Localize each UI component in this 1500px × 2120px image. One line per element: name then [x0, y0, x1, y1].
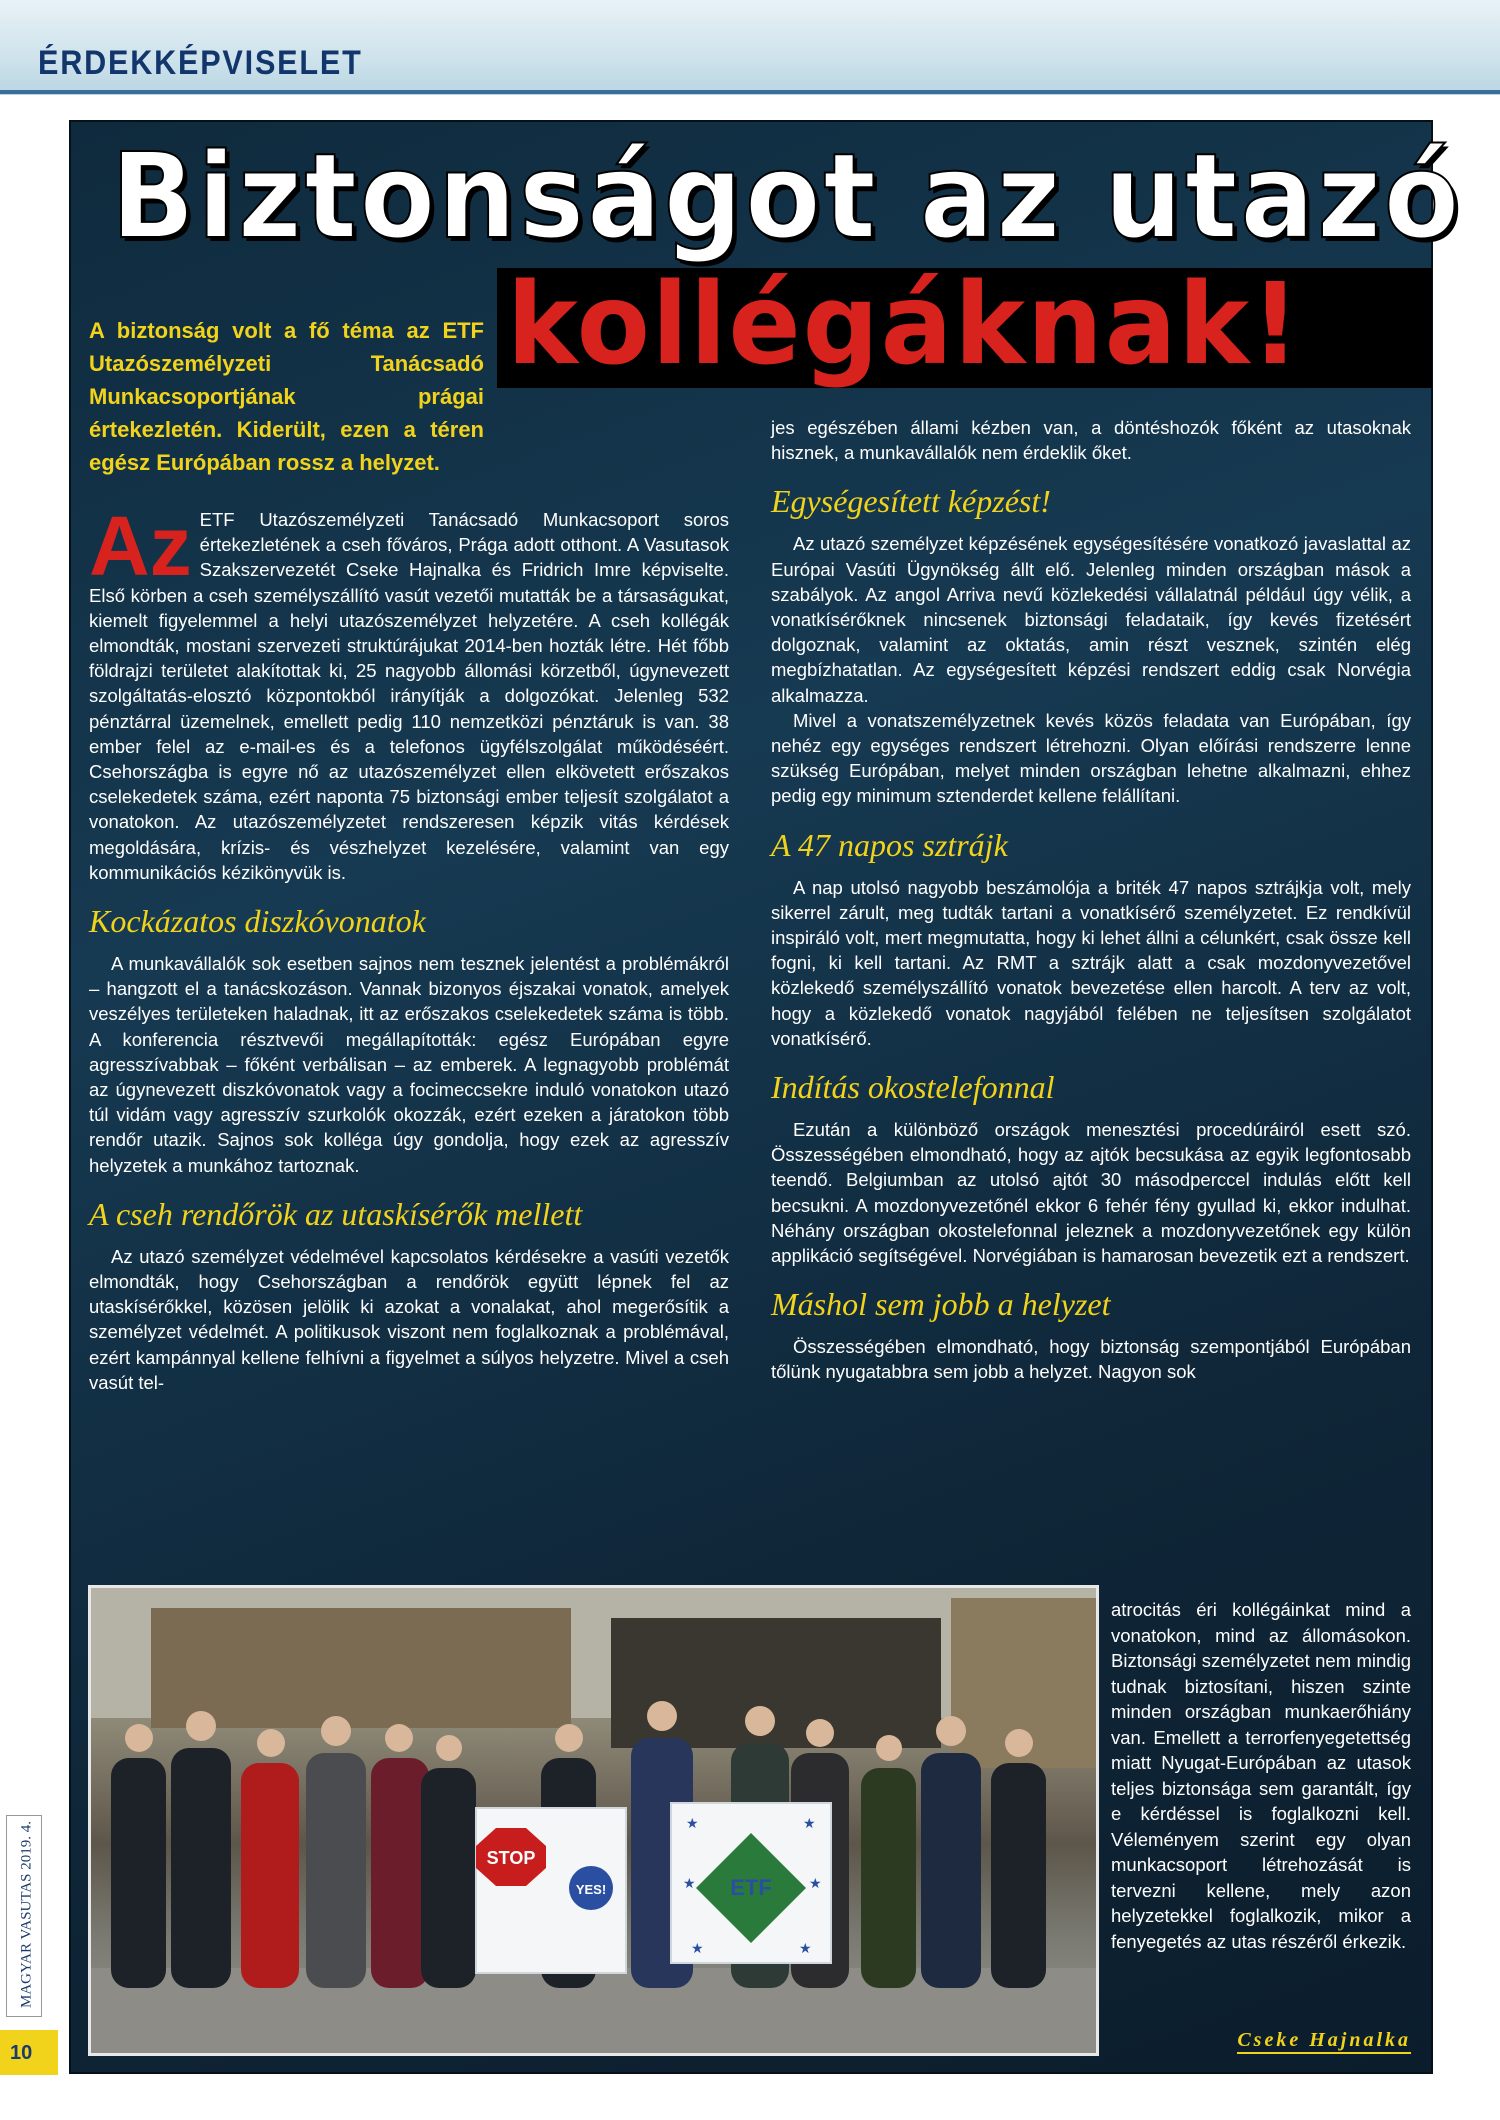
- group-photo-illustration: [91, 1588, 1096, 2053]
- paragraph: Az utazó személyzet képzésének egységesítésére vonatkozó javaslattal az Európai Vasúti Ügynökség állt elő. Jelenleg minden országban mások a szabályok. Az angol Arriva nevű közlekedési vállalatnál például úgy vélik, a vonatkísérőknek nincsenek biztonsági feladataik, így kevés fizetésért dolgoznak, valamint az oktatás, amin részt vesznek, szintén elég megbízhatatlan. Az egységesített képzési rendszert eddig csak Norvégia alkalmazza.: [771, 533, 1411, 706]
- svg-text:★: ★: [686, 1816, 699, 1832]
- subhead-mashol: Máshol sem jobb a helyzet: [771, 1286, 1111, 1323]
- svg-text:★: ★: [691, 1941, 704, 1957]
- left-column: [89, 499, 729, 1395]
- author-byline: Cseke Hajnalka: [1237, 2029, 1411, 2054]
- headline-line-2: kollégáknak!: [507, 260, 1302, 390]
- svg-text:★: ★: [809, 1876, 822, 1892]
- subhead-okostelefon: Indítás okostelefonnal: [771, 1069, 1055, 1106]
- yes-banner-text: YES!: [575, 1882, 607, 1897]
- wrapped-column: atrocitás éri kollégáinkat mind a vonatokon, mind az állomásokon. Biztonsági személyzetet nem mindig tudnak biztosítani, hiszen szinte minden országban munkaerőhiány van. Emellett a terrorfenyegetettség miatt Nyugat-Európában az utasok teljes biztonsága sem garantált, így e kérdéssel is foglalkozni kell. Véleményem szerint egy olyan munkacsoport létrehozását is tervezni kellene, mely azon helyzetekkel foglalkozik, mikor a fenyegetés az utas részéről érkezik.: [1111, 1599, 1411, 1952]
- lead-paragraph: A biztonság volt a fő téma az ETF Utazószemélyzeti Tanácsadó Munkacsoportjának prágai értekezletén. Kiderült, ezen a téren egész Európában rossz a helyzet.: [89, 318, 484, 475]
- paragraph: Összességében elmondható, hogy biztonság szempontjából Európában tőlünk nyugatabbra sem jobb a helyzet. Nagyon sok: [771, 1336, 1411, 1383]
- magazine-side-tag: [6, 1815, 42, 2017]
- etf-flag: [671, 1803, 831, 1963]
- paragraph: A munkavállalók sok esetben sajnos nem tesznek jelentést a problémákról – hangzott el a tanácskozáson. Vannak bizonyos éjszakai vonatok, amelyek veszélyes területeken haladnak, itt az erőszakos cselekedetek száma is több. A konferencia résztvevői megállapították: egész Európában egyre agresszívabbak – főként verbálisan – az emberek. A legnagyobb problémát az úgynevezett diszkóvonatok vagy a focimeccsekre induló vonatokon utazó túl vidám vagy agresszív szurkolók okozzák, ezért ezeken a járatokon több rendőr utazik. Sajnos sok kollégа úgy gondolja, hogy ezek az agresszív helyzetek a munkához tartoznak.: [89, 953, 729, 1176]
- stop-banner-text: STOP: [486, 1848, 536, 1868]
- paragraph: Az utazó személyzet védelmével kapcsolatos kérdésekre a vasúti vezetők elmondták, hogy Csehországban a rendőrök együtt lépnek fel az utaskísérőkkel, közösen jelölik ki azokat a vonalakat, ahol megerősítik a személyzet védelmét. A politikusok viszont nem foglalkoznak a problémával, ezért kampánnyal kellene felhívni a figyelmet a súlyos helyzetre. Mivel a cseh vasút tel-: [89, 1245, 729, 1393]
- subhead-kockazatos: Kockázatos diszkóvonatok: [89, 903, 426, 940]
- intro-text: ETF Utazószemélyzeti Tanácsadó Munkacsoport soros értekezletének a cseh főváros, Prága adott otthont. A Vasutasok Szakszervezetét Cseke Hajnalka és Fridrich Imre képviselte. Első körben a cseh személyszállító vasút vezetői mutatták be a társaságukat, kiemelt figyelemmel a helyi utazószemélyzet helyzetére. A cseh kollégák elmondták, mostani szervezeti struktúrájukat 2014-ben hozták létre. Hét főbb földrajzi területet alakítottak ki, 25 nagyobb állomási körzetből, úgynevezett szolgáltatás-elosztó központokból irányítják a dolgozókat. Jelenleg 532 pénztárral üzemelnek, emellett pedig 110 nemzetközi pénztáruk is van. 38 ember felel az e-mail-es és a telefonos ügyfélszolgálat működéséért. Csehországba is egyre nő az utazószemélyzet ellen elkövetett erőszakos cselekedetek száma, ezért naponta 75 biztonsági ember teljesít szolgálatot a vonatokon. Az utazószemélyzetet rendszeresen képzik vitás kérdések megoldására, krízis- és vészhelyzet kezelésére, valamint van egy kommunikációs kézikönyvük is.: [89, 509, 729, 883]
- section-label: ÉRDEKKÉPVISELET: [38, 44, 363, 82]
- magazine-issue-label: MAGYAR VASUTAS 2019. 4.: [18, 1820, 35, 2009]
- paragraph: A nap utolsó nagyobb beszámolója a briték 47 napos sztrájkja volt, mely sikerrel zárult, meg tudták tartani a vonatkísérő személyzetet. Ez rendkívül inspiráló volt, mert megmutatta, hogy ki lehet állni a célunkért, csak össze kell fogni, ki kell tartani. Az RMT a sztrájk alatt a csak mozdonyvezetővel közlekedő személyszállító vonatok bevezetése ellen harcolt. A terv az volt, hogy a közlekedő vonatok nagyjából felében ne teljesítsen szolgálatot vonatkísérő.: [771, 876, 1411, 1049]
- etf-flag-text: ETF: [730, 1875, 772, 1900]
- paragraph: jes egészében állami kézben van, a döntéshozók főként az utasoknak hisznek, a munkavállalók nem érdeklik őket.: [771, 417, 1411, 464]
- stop-banner: [476, 1808, 626, 1973]
- article-panel: [69, 120, 1462, 2074]
- paragraph: Ezután a különböző országok menesztési procedúráiról esett szó. Összességében elmondható, hogy az ajtók becsukása az egyik legfontosabb teendő. Belgiumban az utolsó ajtót 30 másodperccel indulás előtt kell becsukni. A mozdonyvezetőnél ekkor 6 fehér fény gyullad ki, ekkor indulhat. Néhány országban okostelefonnal jeleznek a mozdonyvezetőnek egy külön applikáció segítségével. Norvégiában is hamarosan bevezetik ezt a rendszert.: [771, 1119, 1411, 1267]
- subhead-egysegesitett: Egységesített képzést!: [771, 483, 1051, 520]
- group-photo: [88, 1585, 1099, 2056]
- header-rule: [0, 90, 1500, 94]
- svg-text:★: ★: [683, 1876, 696, 1892]
- paragraph: Mivel a vonatszemélyzetnek kevés közös feladata van Európában, így nehéz egy egységes rendszert létrehozni. Olyan előírási rendszerre lenne szükség Európában, melyet minden országban lehetne alkalmazni, ehhez pedig egy minimum sztenderdet kellene felállítani.: [771, 709, 1411, 807]
- dropcap: Az: [89, 499, 192, 593]
- svg-text:★: ★: [799, 1941, 812, 1957]
- subhead-sztrajk: A 47 napos sztrájk: [771, 826, 1008, 863]
- headline-line-2-box: [497, 260, 1432, 390]
- intro-paragraph: [89, 499, 729, 885]
- page-number: 10: [10, 2042, 33, 2064]
- subhead-cseh-rendorok: A cseh rendőrök az utaskísérők mellett: [89, 1195, 583, 1232]
- right-column: [771, 415, 1411, 1385]
- headline-line-1: Biztonságot az utazó: [111, 127, 1462, 265]
- svg-text:★: ★: [803, 1816, 816, 1832]
